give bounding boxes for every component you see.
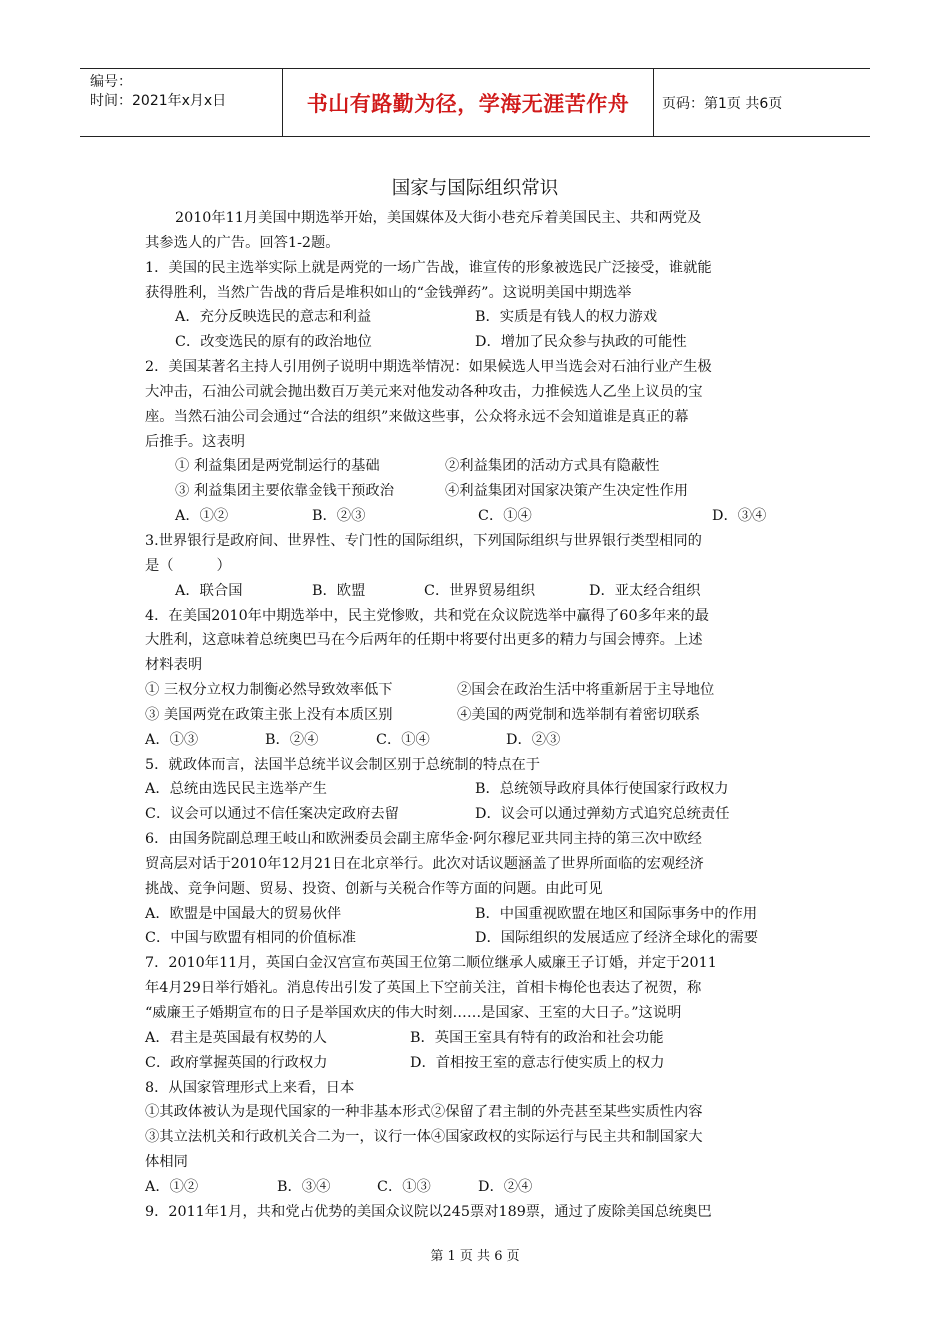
- document-body: [145, 206, 810, 1225]
- option-c: C．世界贸易组织: [424, 582, 536, 599]
- statement-1: ① 利益集团是两党制运行的基础: [175, 458, 380, 475]
- statement-3: ③ 美国两党在政策主张上没有本质区别: [145, 706, 393, 723]
- header-meta: [80, 69, 280, 140]
- statement-4: ④利益集团对国家决策产生决定性作用: [445, 483, 689, 500]
- question-8-options-row: [145, 1175, 810, 1200]
- question-2-statements-row: [145, 454, 810, 479]
- question-7-options-row: [145, 1026, 810, 1051]
- question-7-stem: 7．2010年11月，英国白金汉宫宣布英国王位第二顺位继承人威廉王子订婚，并定于2011: [145, 955, 717, 972]
- question-5-stem: 5．就政体而言，法国半总统半议会制区别于总统制的特点在于: [145, 756, 541, 773]
- question-8-stem: ③其立法机关和行政机关合二为一，议行一体④国家政权的实际运行与民主共和制国家大: [145, 1129, 703, 1146]
- page-header: [80, 68, 870, 137]
- option-c: C．①④: [478, 508, 532, 525]
- page-footer: 第 1 页 共 6 页: [430, 1249, 520, 1264]
- question-5-options-row: [145, 777, 810, 802]
- option-d: D．国际组织的发展适应了经济全球化的需要: [475, 930, 759, 947]
- question-3-options-row: [145, 579, 810, 604]
- question-7-stem: “威廉王子婚期宣布的日子是举国欢庆的伟大时刻……是国家、王室的大日子。”这说明: [145, 1005, 682, 1021]
- question-4-stem: 4．在美国2010年中期选举中，民主党惨败，共和党在众议院选举中赢得了60多年来的最: [145, 607, 710, 624]
- question-1-stem: 获得胜利，当然广告战的背后是堆积如山的“金钱弹药”。这说明美国中期选举: [145, 284, 632, 301]
- question-7-options-row: [145, 1051, 810, 1076]
- option-a: A．①②: [145, 1178, 199, 1195]
- statement-1: ① 三权分立权力制衡必然导致效率低下: [145, 682, 393, 699]
- number-label: 编号：: [90, 74, 132, 90]
- option-a: A．充分反映选民的意志和利益: [175, 309, 372, 326]
- option-b: B．②③: [312, 508, 366, 525]
- option-a: A．联合国: [175, 582, 243, 599]
- header-page-label: 页码：第1页 共6页: [662, 95, 783, 112]
- question-4-options-row: [145, 728, 810, 753]
- statement-4: ④美国的两党制和选举制有着密切联系: [457, 706, 701, 723]
- question-8-stem: ①其政体被认为是现代国家的一种非基本形式②保留了君主制的外壳甚至某些实质性内容: [145, 1104, 703, 1121]
- option-a: A．君主是英国最有权势的人: [145, 1029, 327, 1046]
- option-d: D．②③: [506, 731, 561, 748]
- question-1-options-row: [145, 330, 810, 355]
- statement-2: ②利益集团的活动方式具有隐蔽性: [445, 458, 660, 475]
- option-d: D．首相按王室的意志行使实质上的权力: [410, 1054, 665, 1071]
- question-1-stem: 1．美国的民主选举实际上就是两党的一场广告战，谁宣传的形象被选民广泛接受，谁就能: [145, 259, 712, 276]
- question-6-stem: 挑战、竞争问题、贸易、投资、创新与关税合作等方面的问题。由此可见: [145, 880, 603, 897]
- question-8-stem: 体相同: [145, 1154, 188, 1171]
- option-d: D．③④: [712, 508, 767, 525]
- question-2-stem: 2．美国某著名主持人引用例子说明中期选举情况：如果候选人甲当选会对石油行业产生极: [145, 359, 712, 376]
- question-3-stem: 是（ ）: [145, 557, 231, 574]
- option-c: C．改变选民的原有的政治地位: [175, 334, 372, 351]
- question-3-stem: 3.世界银行是政府间、世界性、专门性的国际组织，下列国际组织与世界银行类型相同的: [145, 532, 702, 549]
- statement-2: ②国会在政治生活中将重新居于主导地位: [457, 682, 715, 699]
- question-5-options-row: [145, 802, 810, 827]
- question-4-statements-row: [145, 678, 810, 703]
- statement-3: ③ 利益集团主要依靠金钱干预政治: [175, 483, 394, 500]
- option-b: B．③④: [277, 1178, 331, 1195]
- question-6-options-row: [145, 902, 810, 927]
- question-8-stem: 8．从国家管理形式上来看，日本: [145, 1079, 355, 1096]
- option-c: C．政府掌握英国的行政权力: [145, 1054, 328, 1071]
- option-d: D．议会可以通过弹劾方式追究总统责任: [475, 806, 730, 823]
- option-c: C．议会可以通过不信任案决定政府去留: [145, 806, 399, 823]
- question-2-options-row: [145, 504, 810, 529]
- header-motto: 书山有路勤为径，学海无涯苦作舟: [306, 91, 630, 116]
- option-b: B．英国王室具有特有的政治和社会功能: [410, 1029, 664, 1046]
- intro-line: 其参选人的广告。回答1-2题。: [145, 234, 340, 251]
- question-2-statements-row: [145, 479, 810, 504]
- question-7-stem: 年4月29日举行婚礼。消息传出引发了英国上下空前关注，首相卡梅伦也表达了祝贺，称: [145, 980, 702, 997]
- option-a: A．①③: [145, 731, 199, 748]
- option-b: B．②④: [265, 731, 319, 748]
- option-b: B．总统领导政府具体行使国家行政权力: [475, 781, 729, 798]
- option-c: C．①③: [377, 1178, 431, 1195]
- option-b: B．实质是有钱人的权力游戏: [475, 309, 658, 326]
- header-divider: [653, 69, 654, 136]
- question-2-stem: 座。当然石油公司会通过“合法的组织”来做这些事，公众将永远不会知道谁是真正的幕: [145, 408, 689, 425]
- option-d: D．②④: [478, 1178, 533, 1195]
- question-4-stem: 大胜利，这意味着总统奥巴马在今后两年的任期中将要付出更多的精力与国会博弈。上述: [145, 632, 703, 649]
- option-a: A．总统由选民民主选举产生: [145, 781, 327, 798]
- option-a: A．①②: [175, 508, 229, 525]
- option-b: B．欧盟: [312, 582, 366, 599]
- option-a: A．欧盟是中国最大的贸易伙伴: [145, 905, 342, 922]
- question-2-stem: 后推手。这表明: [145, 433, 246, 450]
- document-title: 国家与国际组织常识: [391, 178, 559, 199]
- option-b: B．中国重视欧盟在地区和国际事务中的作用: [475, 905, 758, 922]
- option-c: C．中国与欧盟有相同的价值标准: [145, 930, 357, 947]
- option-d: D．增加了民众参与执政的可能性: [475, 334, 687, 351]
- question-1-options-row: [145, 305, 810, 330]
- question-9-stem: 9．2011年1月，共和党占优势的美国众议院以245票对189票，通过了废除美国总统奥巴: [145, 1203, 712, 1220]
- intro-line: 2010年11月美国中期选举开始，美国媒体及大街小巷充斥着美国民主、共和两党及: [175, 210, 702, 226]
- question-6-options-row: [145, 926, 810, 951]
- question-4-statements-row: [145, 703, 810, 728]
- question-4-stem: 材料表明: [145, 657, 203, 674]
- option-d: D．亚太经合组织: [589, 582, 701, 599]
- option-c: C．①④: [376, 731, 430, 748]
- question-2-stem: 大冲击，石油公司就会抛出数百万美元来对他发动各种攻击，力推候选人乙坐上议员的宝: [145, 383, 703, 400]
- question-6-stem: 贸高层对话于2010年12月21日在北京举行。此次对话议题涵盖了世界所面临的宏观经济: [145, 855, 704, 872]
- date-label: 时间：2021年x月x日: [90, 93, 227, 109]
- question-6-stem: 6．由国务院副总理王岐山和欧洲委员会副主席华金·阿尔穆尼亚共同主持的第三次中欧经: [145, 831, 702, 848]
